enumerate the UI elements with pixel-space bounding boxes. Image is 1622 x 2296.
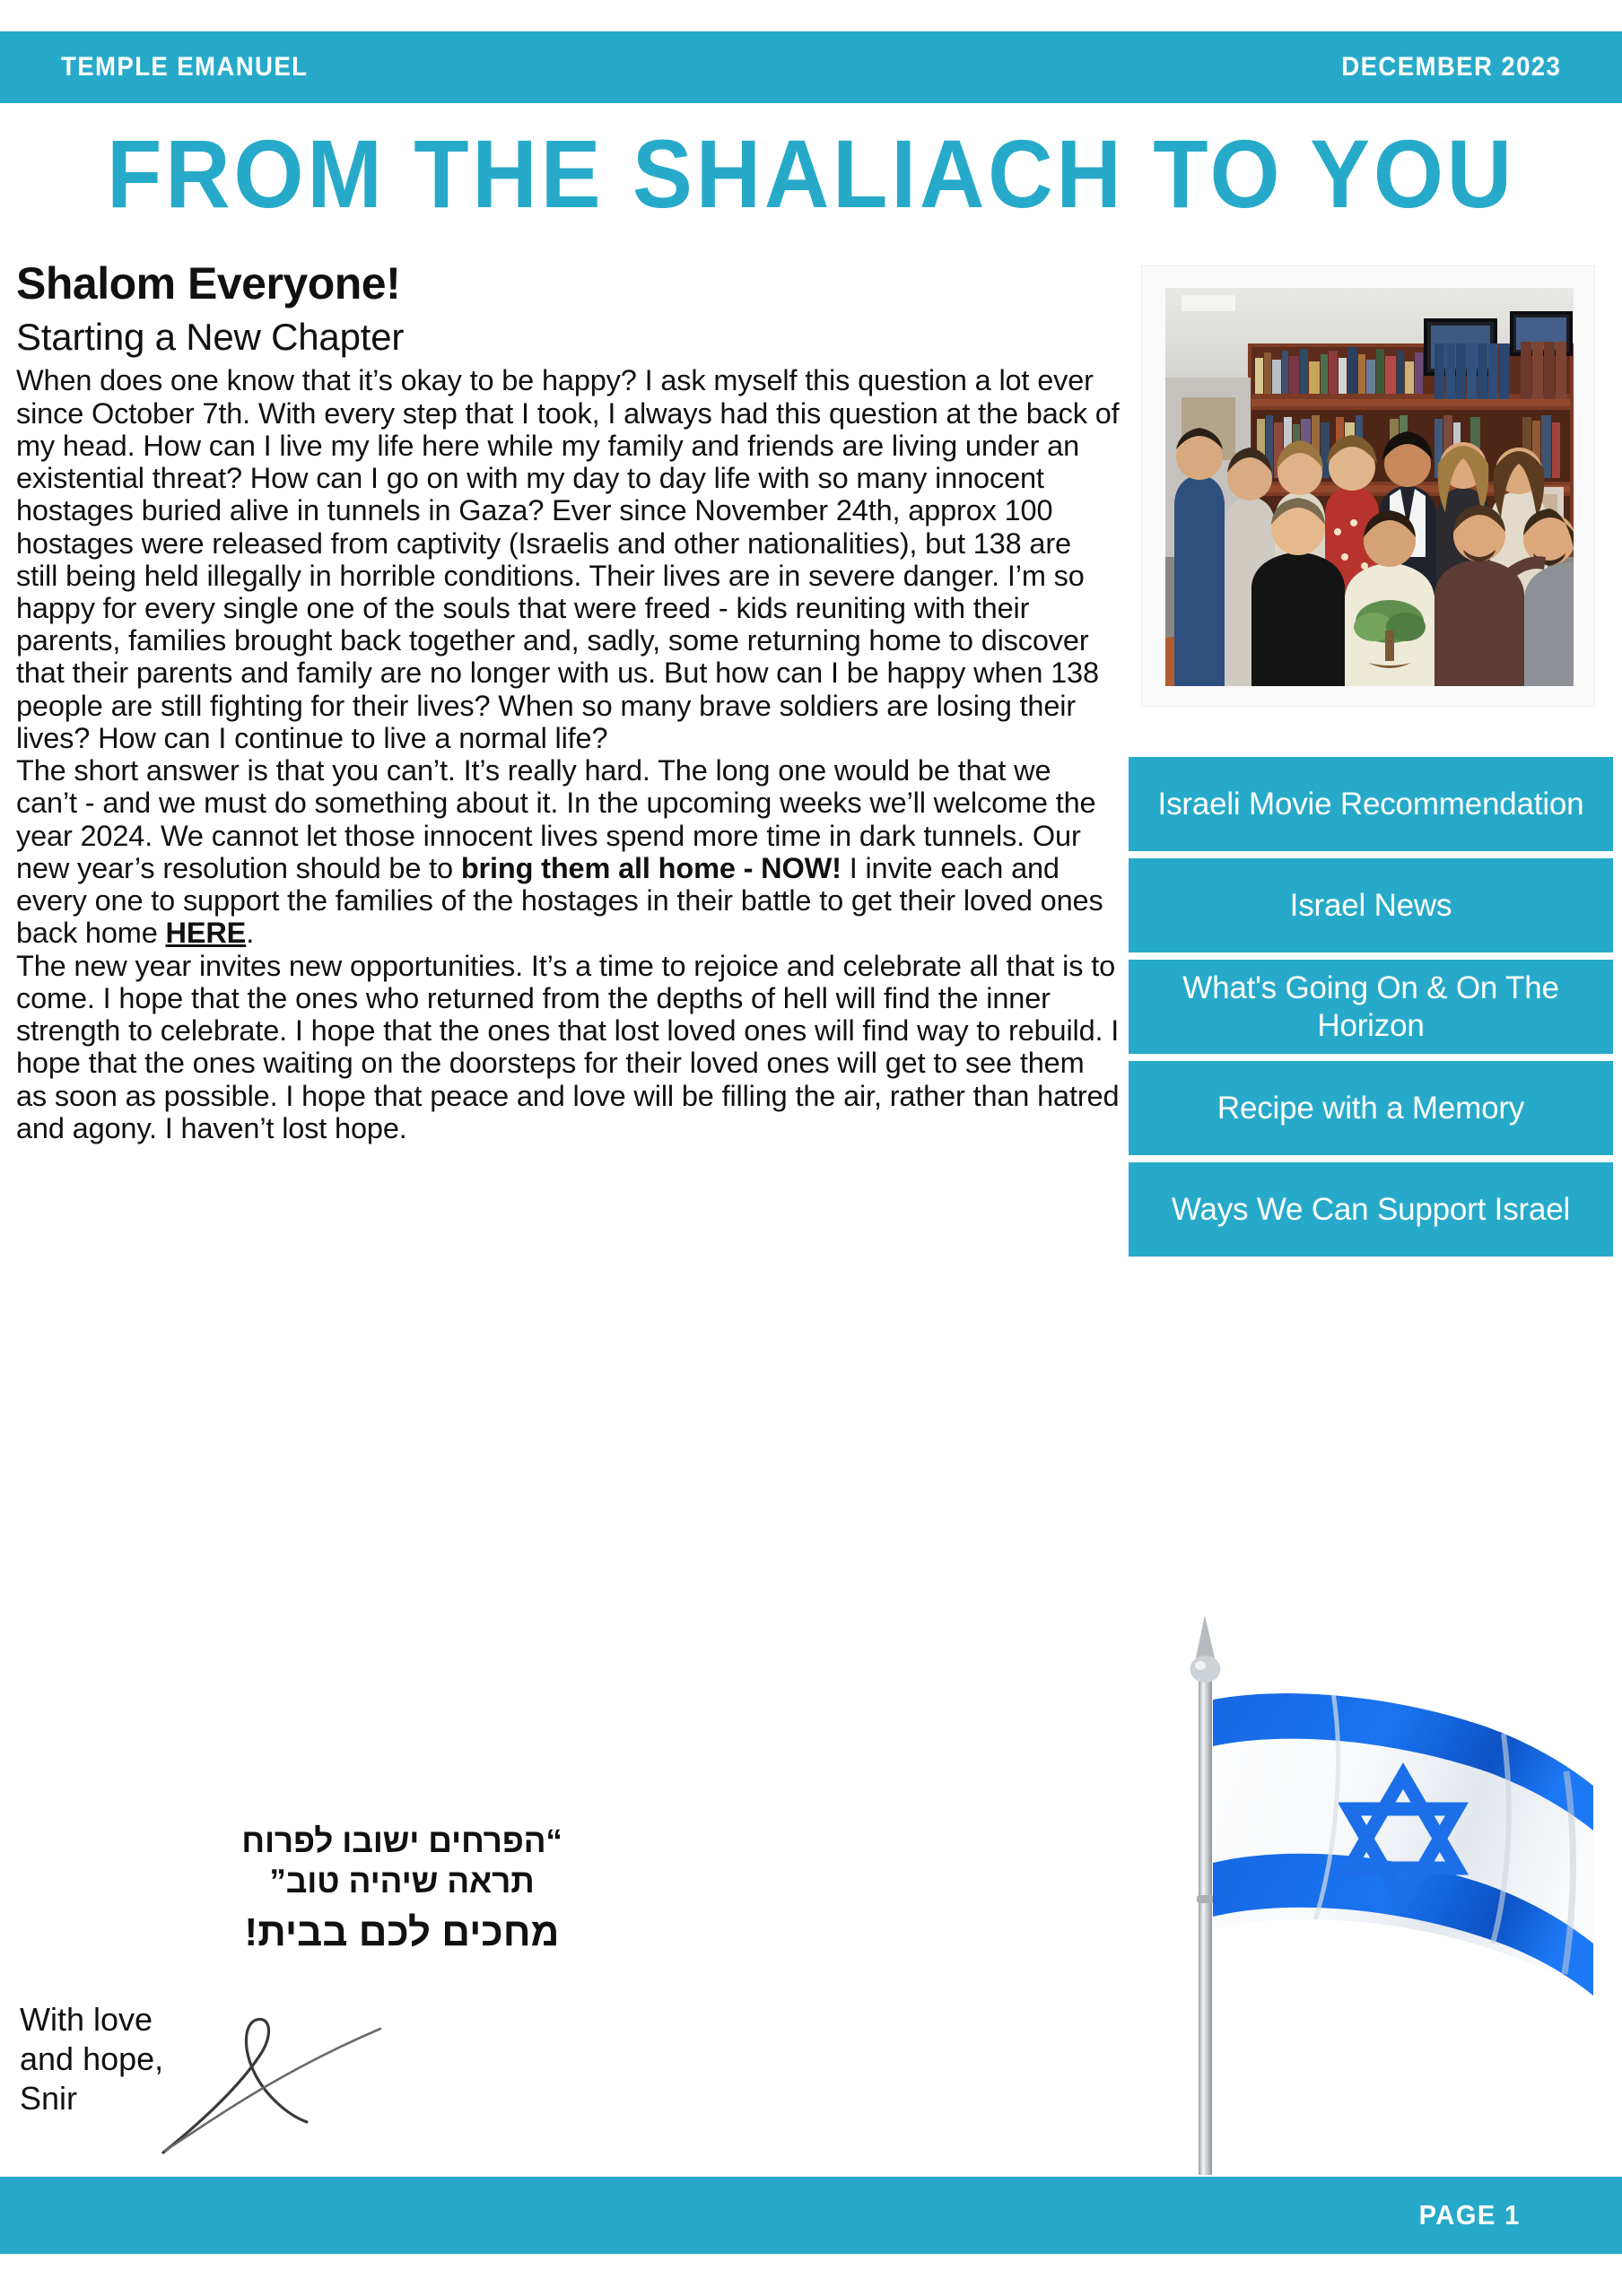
- article-subheading: Starting a New Chapter: [16, 316, 405, 358]
- article-paragraph-1: When does one know that it’s okay to be happy? I ask myself this question a lot ever since October 7th. With every step that I took, I always had this question at the back of my head. How can I live my life here while my family and friends are living under an existential threat? How can I go on with my day to day life with so many innocent hostages buried alive in tunnels in Gaza? Ever since November 24th, approx 100 hostages were released from captivity (Israelis and other nationalities), but 138 are still being held illegally in horrible conditions. Their lives are in severe danger. I’m so happy for every single one of the souls that were freed - kids reuniting with their parents, families brought back together and, sadly, some returning home to discover that their parents and family are no longer with us. But how can I be happy when 138 people are still fighting for their lives? When so many brave soldiers are losing their lives? How can I continue to live a normal life?: [16, 364, 1120, 754]
- section-link-israel-news[interactable]: [1129, 858, 1613, 952]
- israeli-flag-image: [1145, 1610, 1620, 2175]
- section-links-list: [1129, 757, 1613, 1257]
- signature-line-3: Snir: [20, 2079, 78, 2117]
- article-paragraph-2: [16, 754, 1120, 949]
- section-link-label: Israel News: [1289, 887, 1452, 923]
- here-link[interactable]: HERE: [165, 917, 247, 950]
- signature-block: [20, 2000, 441, 2170]
- signature-line-1: With love: [20, 2001, 153, 2038]
- hebrew-quote-line-3: מחכים לכם בבית!: [244, 1910, 560, 1955]
- page-number: PAGE 1: [1418, 2199, 1521, 2231]
- paragraph-2-text-start: The short answer is that you can’t. It’s really hard. The long one would be that we can’t - and we must do something about it. In the upcoming weeks we’ll welcome the year 2024. We cannot let those innocent lives spend more time in dark tunnels. Our new year’s resolution should be to: [16, 754, 1096, 884]
- header-bar: [0, 31, 1622, 103]
- group-photo-frame: [1142, 266, 1594, 706]
- section-link-label: Israeli Movie Recommendation: [1157, 786, 1584, 822]
- article-paragraph-3: The new year invites new opportunities. It’s a time to rejoice and celebrate all that is to come. I hope that the ones who returned from the depths of hell will find the inner strength to celebrate. I hope that the ones that lost loved ones will find way to rebuild. I hope that the ones waiting on the doorsteps for their loved ones will get to see them as soon as possible. I hope that peace and love will be filling the air, rather than hatred and agony. I haven’t lost hope.: [16, 949, 1120, 1144]
- section-link-whats-going-on[interactable]: [1129, 960, 1613, 1054]
- section-link-ways-we-can-support-israel[interactable]: [1129, 1162, 1613, 1257]
- hebrew-quote-block: [16, 1821, 788, 1958]
- section-link-label: Ways We Can Support Israel: [1171, 1191, 1571, 1227]
- bring-them-home-emphasis: bring them all home - NOW!: [460, 851, 842, 884]
- article-column: [16, 260, 1120, 1144]
- hebrew-quote-line-2: תראה שיהיה טוב”: [269, 1863, 535, 1900]
- section-link-israeli-movie-recommendation[interactable]: [1129, 757, 1613, 851]
- section-link-label: Recipe with a Memory: [1216, 1090, 1525, 1126]
- signature-line-2: and hope,: [20, 2039, 164, 2077]
- greeting-heading: Shalom Everyone!: [16, 258, 401, 309]
- hebrew-quote-line-1: “הפרחים ישובו לפרוח: [241, 1822, 562, 1859]
- footer-bar: [0, 2177, 1622, 2254]
- paragraph-2-text-end: .: [246, 917, 255, 950]
- group-photo: [1165, 288, 1574, 686]
- organization-name: TEMPLE EMANUEL: [61, 52, 309, 82]
- paragraph-2-text-middle: I invite each and every one to support the families of the hostages in their battle to get their loved ones back home: [16, 851, 1103, 950]
- section-link-label: What's Going On & On The Horizon: [1182, 970, 1559, 1043]
- group-photo-illustration: [1165, 288, 1574, 686]
- israeli-flag-icon: [1145, 1610, 1620, 2175]
- issue-date: DECEMBER 2023: [1341, 52, 1561, 82]
- page-title: FROM THE SHALIACH TO YOU: [107, 119, 1515, 228]
- section-link-recipe-with-a-memory[interactable]: [1129, 1061, 1613, 1155]
